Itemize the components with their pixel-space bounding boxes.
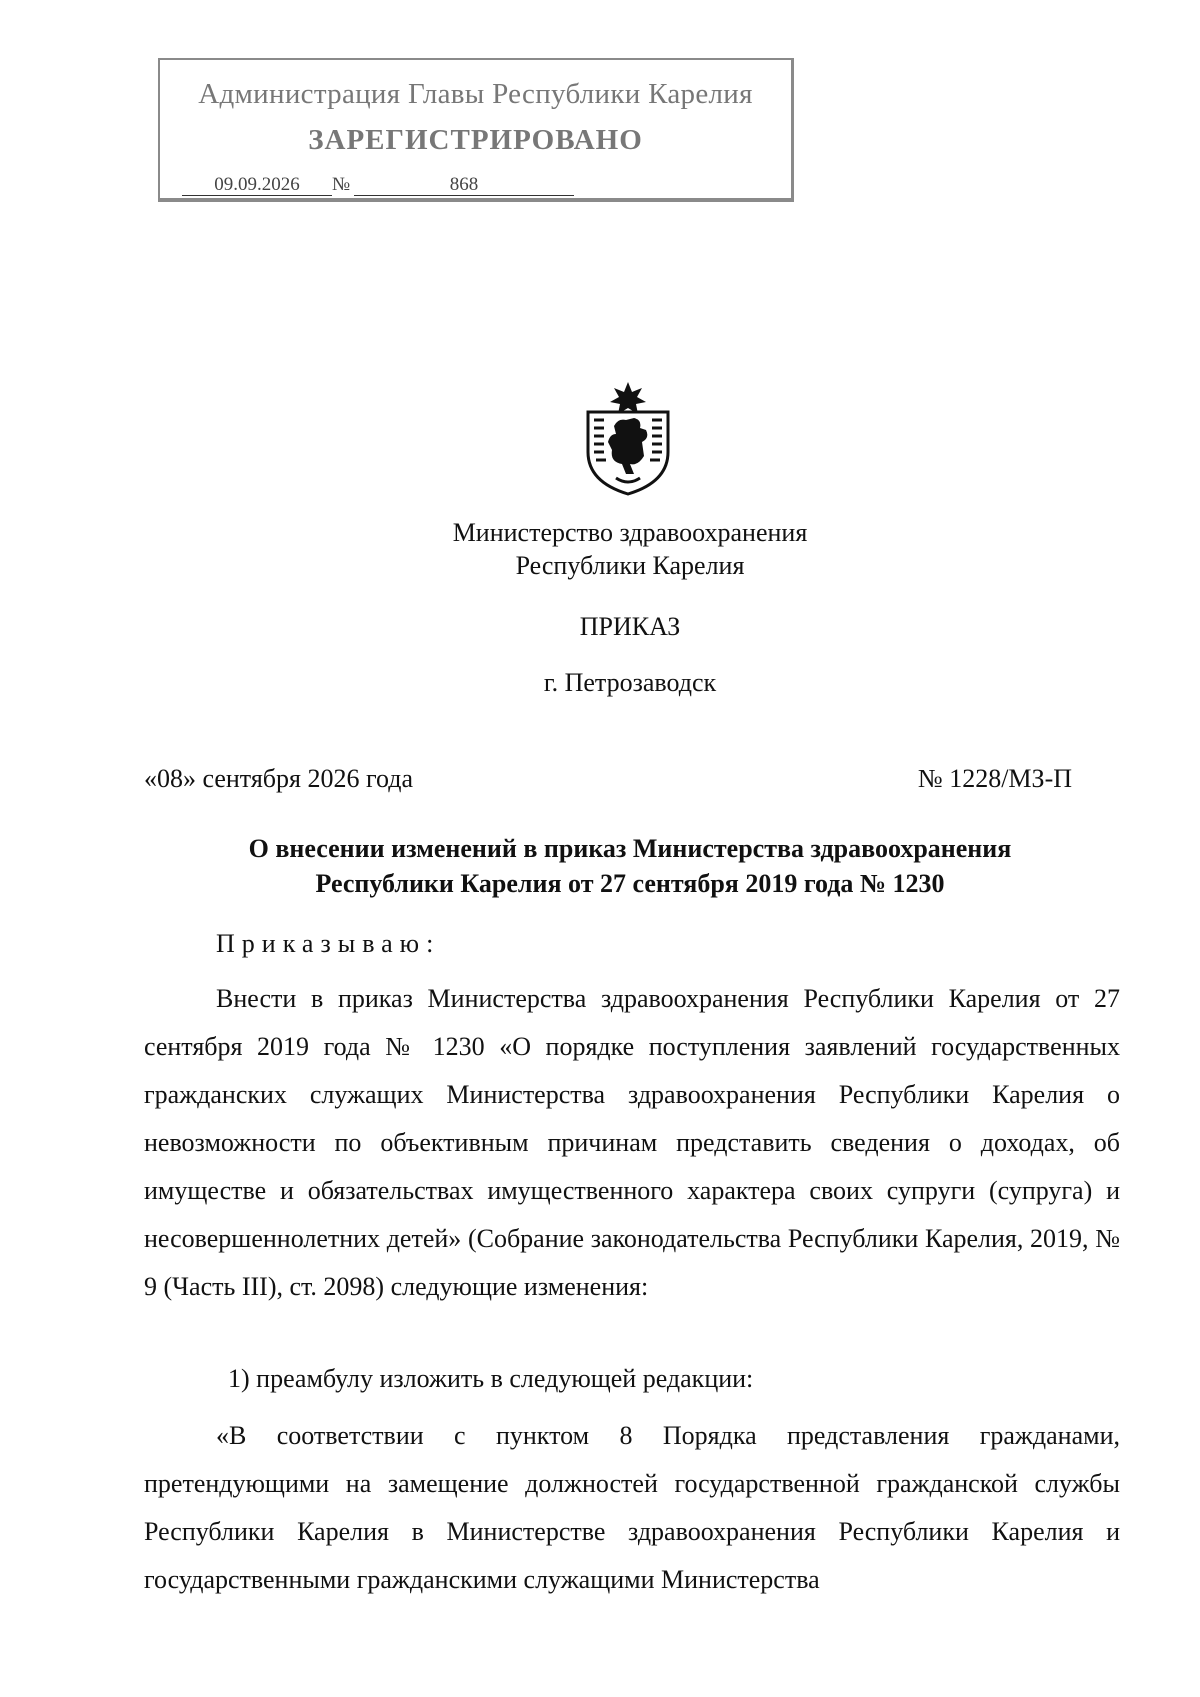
document-title-line-1: О внесении изменений в приказ Министерства здравоохранения [248,834,1012,863]
stamp-registration-line [182,174,574,196]
ministry-name-line-1: Министерство здравоохранения [452,518,808,547]
stamp-number-sign: № [332,174,351,195]
ministry-name-line-2: Республики Карелия [515,551,745,580]
order-number: № 1228/МЗ-П [917,764,1072,793]
body-paragraph-2: «В соответствии с пунктом 8 Порядка представления гражданами, претендующими на замещение должностей государственной гражданской службы Республики Карелия в Министерстве здравоохранения Республики Карелия и государственными гражданскими служащими Министерства [144,1421,1120,1594]
document-title [140,831,1120,901]
stamp-number: 868 [354,175,574,196]
karelia-coat-of-arms-icon [580,382,676,496]
stamp-status: ЗАРЕГИСТРИРОВАНО [308,124,643,156]
registration-stamp [158,58,794,202]
document-title-line-2: Республики Карелия от 27 сентября 2019 года № 1230 [315,869,945,898]
stamp-date: 09.09.2026 [182,175,332,196]
prikazyvayu-line: Приказываю: [216,929,441,958]
ministry-name [0,516,1200,582]
document-type: ПРИКАЗ [579,612,681,641]
list-item-1: 1) преамбулу изложить в следующей редакции: [228,1364,754,1393]
body-paragraph-1: Внести в приказ Министерства здравоохранения Республики Карелия от 27 сентября 2019 года № 1230 «О порядке поступления заявлений государственных гражданских служащих Министерства здравоохранения Республики Карелия о невозможности по объективным причинам представить сведения о доходах, об имуществе и обязательствах имущественного характера своих супруги (супруга) и несовершеннолетних детей» (Собрание законодательства Республики Карелия, 2019, № 9 (Часть III), ст. 2098) следующие изменения: [144,984,1120,1301]
city: г. Петрозаводск [543,668,717,697]
order-date: «08» сентября 2026 года [144,764,414,793]
stamp-authority: Администрация Главы Республики Карелия [198,78,753,110]
